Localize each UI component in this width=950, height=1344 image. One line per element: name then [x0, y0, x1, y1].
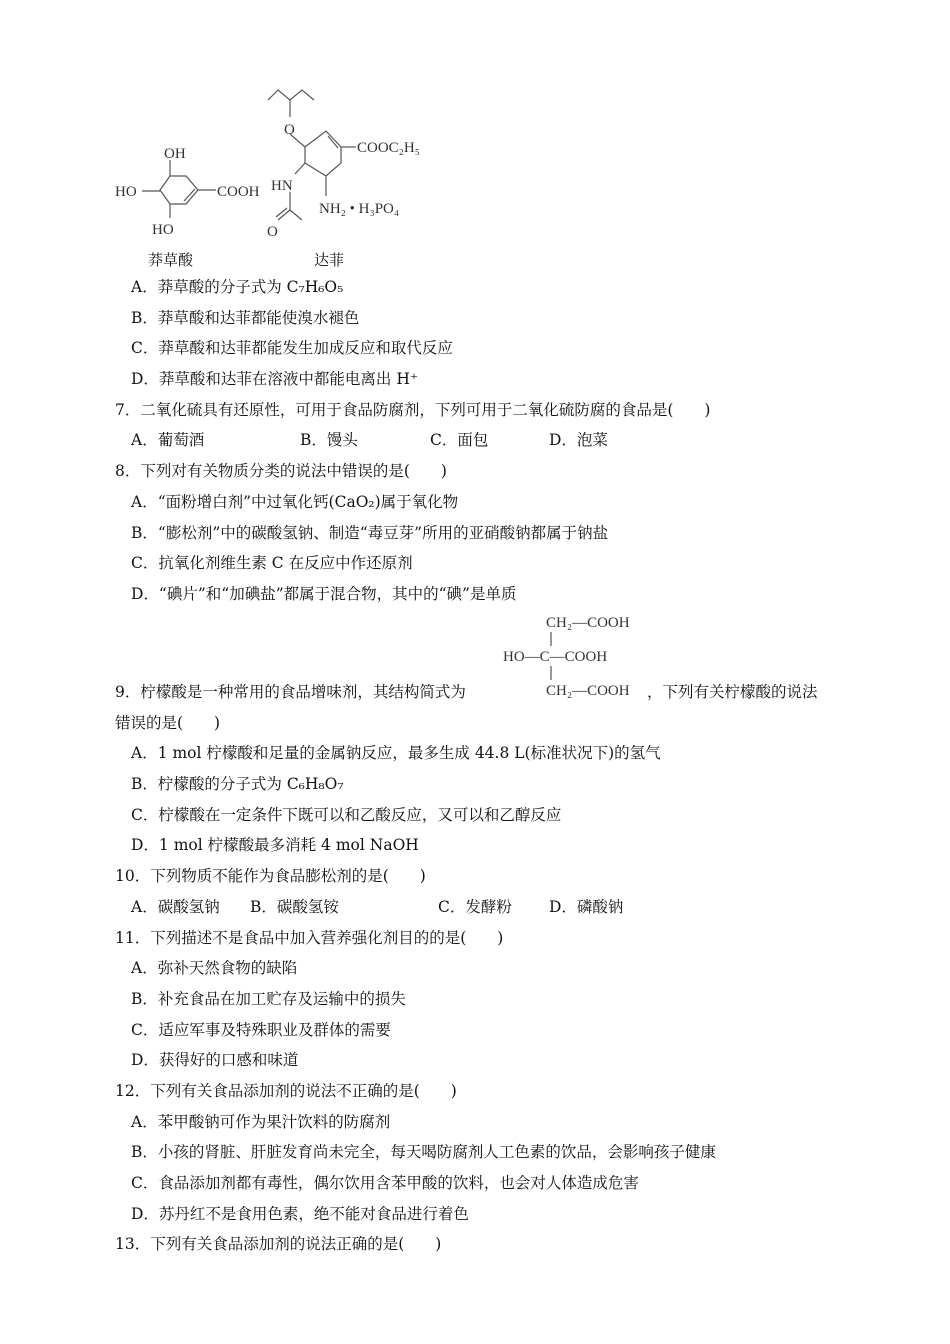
- q12-stem: 12．下列有关食品添加剂的说法不正确的是( ): [115, 1081, 457, 1100]
- svg-text:莽草酸: 莽草酸: [148, 251, 194, 269]
- q8-option-c: C．抗氧化剂维生素 C 在反应中作还原剂: [131, 554, 413, 573]
- q11-option-d: D．获得好的口感和味道: [131, 1051, 299, 1070]
- q10-option-c: C．发酵粉: [438, 897, 512, 916]
- q6-option-a: A．莽草酸的分子式为 C₇H₆O₅: [131, 278, 344, 296]
- q13-stem: 13．下列有关食品添加剂的说法正确的是( ): [115, 1235, 442, 1254]
- q10-option-d: D．磷酸钠: [549, 897, 624, 916]
- q11-stem: 11．下列描述不是食品中加入营养强化剂目的的是( ): [115, 928, 504, 947]
- q12-option-d: D．苏丹红不是食用色素，绝不能对食品进行着色: [131, 1204, 469, 1223]
- q10-stem: 10．下列物质不能作为食品膨松剂的是( ): [115, 867, 426, 886]
- q7-option-d: D．泡菜: [549, 431, 608, 450]
- q12-option-c: C．食品添加剂都有毒性，偶尔饮用含苯甲酸的饮料，也会对人体造成危害: [131, 1174, 639, 1192]
- svg-text:NH₂ • H₃PO₄: NH₂ • H₃PO₄: [319, 201, 400, 217]
- svg-text:CH₂—COOH: CH₂—COOH: [546, 683, 630, 699]
- tamiflu-structure: [267, 90, 420, 269]
- questions-lower: [0, 677, 950, 1260]
- q7-stem: 7．二氧化硫具有还原性，可用于食品防腐剂，下列可用于二氧化硫防腐的食品是( ): [115, 400, 711, 419]
- q8-option-a: A．“面粉增白剂”中过氧化钙(CaO₂)属于氧化物: [131, 492, 459, 511]
- q7-option-a: A．葡萄酒: [131, 431, 205, 450]
- q9-stem-line: [0, 677, 950, 708]
- svg-text:HO: HO: [115, 184, 137, 200]
- q9-stem-b: ，下列有关柠檬酸的说法: [647, 683, 818, 701]
- q11-option-a: A．弥补天然食物的缺陷: [131, 959, 298, 978]
- q7-options: [0, 425, 950, 456]
- q8-option-b: B．“膨松剂”中的碳酸氢钠、制造“毒豆芽”所用的亚硝酸钠都属于钠盐: [131, 523, 609, 542]
- svg-text:COOH: COOH: [217, 184, 260, 200]
- q9-option-b: B．柠檬酸的分子式为 C₆H₈O₇: [131, 775, 344, 794]
- q9-option-c: C．柠檬酸在一定条件下既可以和乙酸反应，又可以和乙醇反应: [131, 805, 562, 824]
- q9-option-a: A．1 mol 柠檬酸和足量的金属钠反应，最多生成 44.8 L(标准状况下)的氢气: [131, 744, 661, 763]
- q6-option-b: B．莽草酸和达菲都能使溴水褪色: [131, 308, 360, 327]
- q6-option-c: C．莽草酸和达菲都能发生加成反应和取代反应: [131, 339, 453, 358]
- q10-option-b: B．碳酸氢铵: [250, 897, 339, 916]
- svg-text:HO: HO: [152, 222, 174, 238]
- svg-text:COOC₂H₅: COOC₂H₅: [357, 140, 420, 156]
- q10-option-a: A．碳酸氢钠: [131, 897, 220, 916]
- q11-option-b: B．补充食品在加工贮存及运输中的损失: [131, 989, 406, 1008]
- q9-stem-a: 9．柠檬酸是一种常用的食品增味剂，其结构简式为: [115, 683, 466, 701]
- svg-text:O: O: [284, 122, 295, 138]
- svg-text:HN: HN: [271, 178, 293, 194]
- q6-option-d: D．莽草酸和达菲在溶液中都能电离出 H⁺: [131, 370, 419, 389]
- svg-text:CH₂—COOH: CH₂—COOH: [546, 615, 630, 631]
- svg-text:OH: OH: [164, 146, 186, 162]
- shikimic-acid-structure: [115, 146, 260, 269]
- svg-text:O: O: [267, 224, 278, 240]
- q12-option-b: B．小孩的肾脏、肝脏发育尚未完全，每天喝防腐剂人工色素的饮品，会影响孩子健康: [131, 1143, 716, 1162]
- q9-option-d: D．1 mol 柠檬酸最多消耗 4 mol NaOH: [131, 836, 419, 855]
- questions-upper: [0, 272, 950, 610]
- svg-text:HO—C—COOH: HO—C—COOH: [503, 649, 608, 665]
- svg-text:达菲: 达菲: [314, 251, 345, 269]
- q7-option-c: C．面包: [430, 431, 489, 450]
- q12-option-a: A．苯甲酸钠可作为果汁饮料的防腐剂: [131, 1112, 391, 1131]
- q10-options: [0, 892, 950, 923]
- q8-stem: 8．下列对有关物质分类的说法中错误的是( ): [115, 462, 447, 481]
- q8-option-d: D．“碘片”和“加碘盐”都属于混合物，其中的“碘”是单质: [131, 584, 517, 603]
- q11-option-c: C．适应军事及特殊职业及群体的需要: [131, 1020, 391, 1039]
- q7-option-b: B．馒头: [300, 431, 358, 450]
- q9-stem-c: 错误的是( ): [115, 713, 221, 732]
